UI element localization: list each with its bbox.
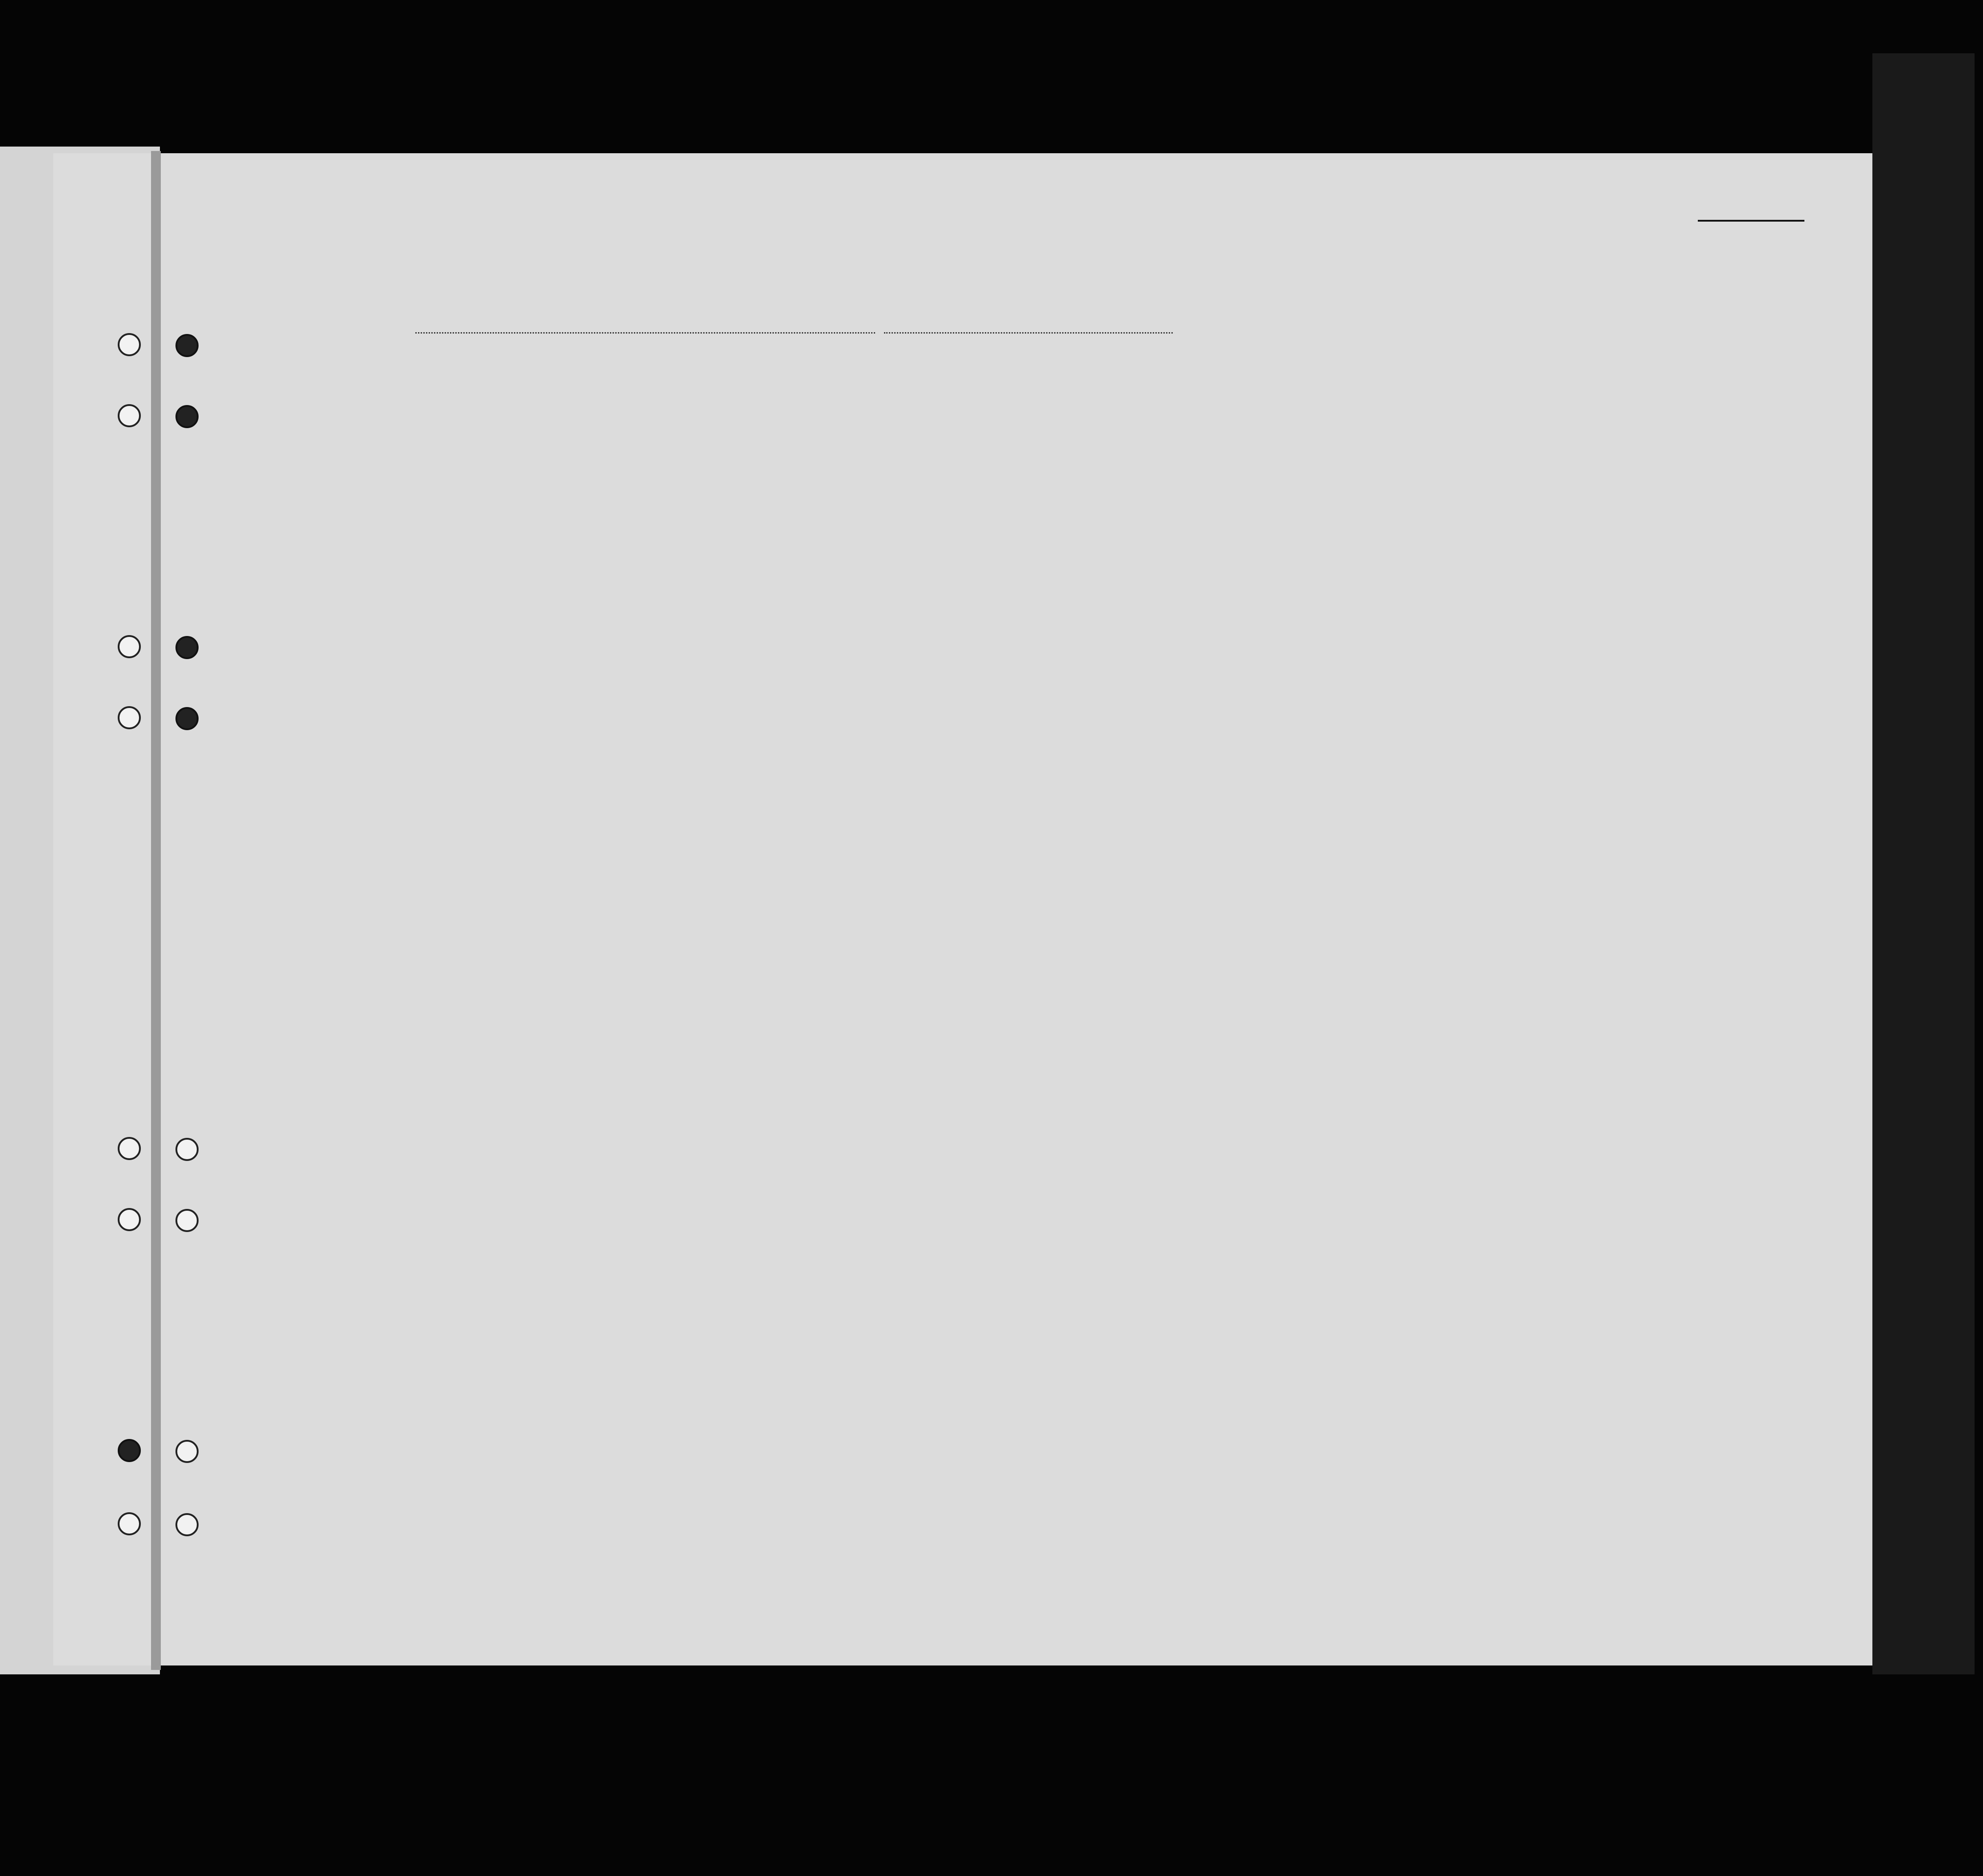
punch-hole <box>175 636 199 659</box>
punch-hole <box>175 1440 199 1463</box>
port-line <box>415 332 875 334</box>
punch-hole <box>175 1138 199 1161</box>
punch-hole <box>118 1439 141 1462</box>
punch-hole <box>175 334 199 357</box>
punch-hole <box>118 404 141 427</box>
punch-hole <box>175 707 199 730</box>
punch-hole <box>118 1512 141 1535</box>
date-line <box>884 332 1173 334</box>
punch-hole <box>175 1209 199 1232</box>
punch-hole <box>175 1513 199 1536</box>
punch-hole <box>118 1137 141 1160</box>
punch-hole <box>118 706 141 729</box>
punch-hole <box>175 405 199 428</box>
punch-hole <box>118 635 141 658</box>
punch-hole <box>118 333 141 356</box>
punch-hole <box>118 1208 141 1231</box>
list-underline <box>1698 220 1804 222</box>
